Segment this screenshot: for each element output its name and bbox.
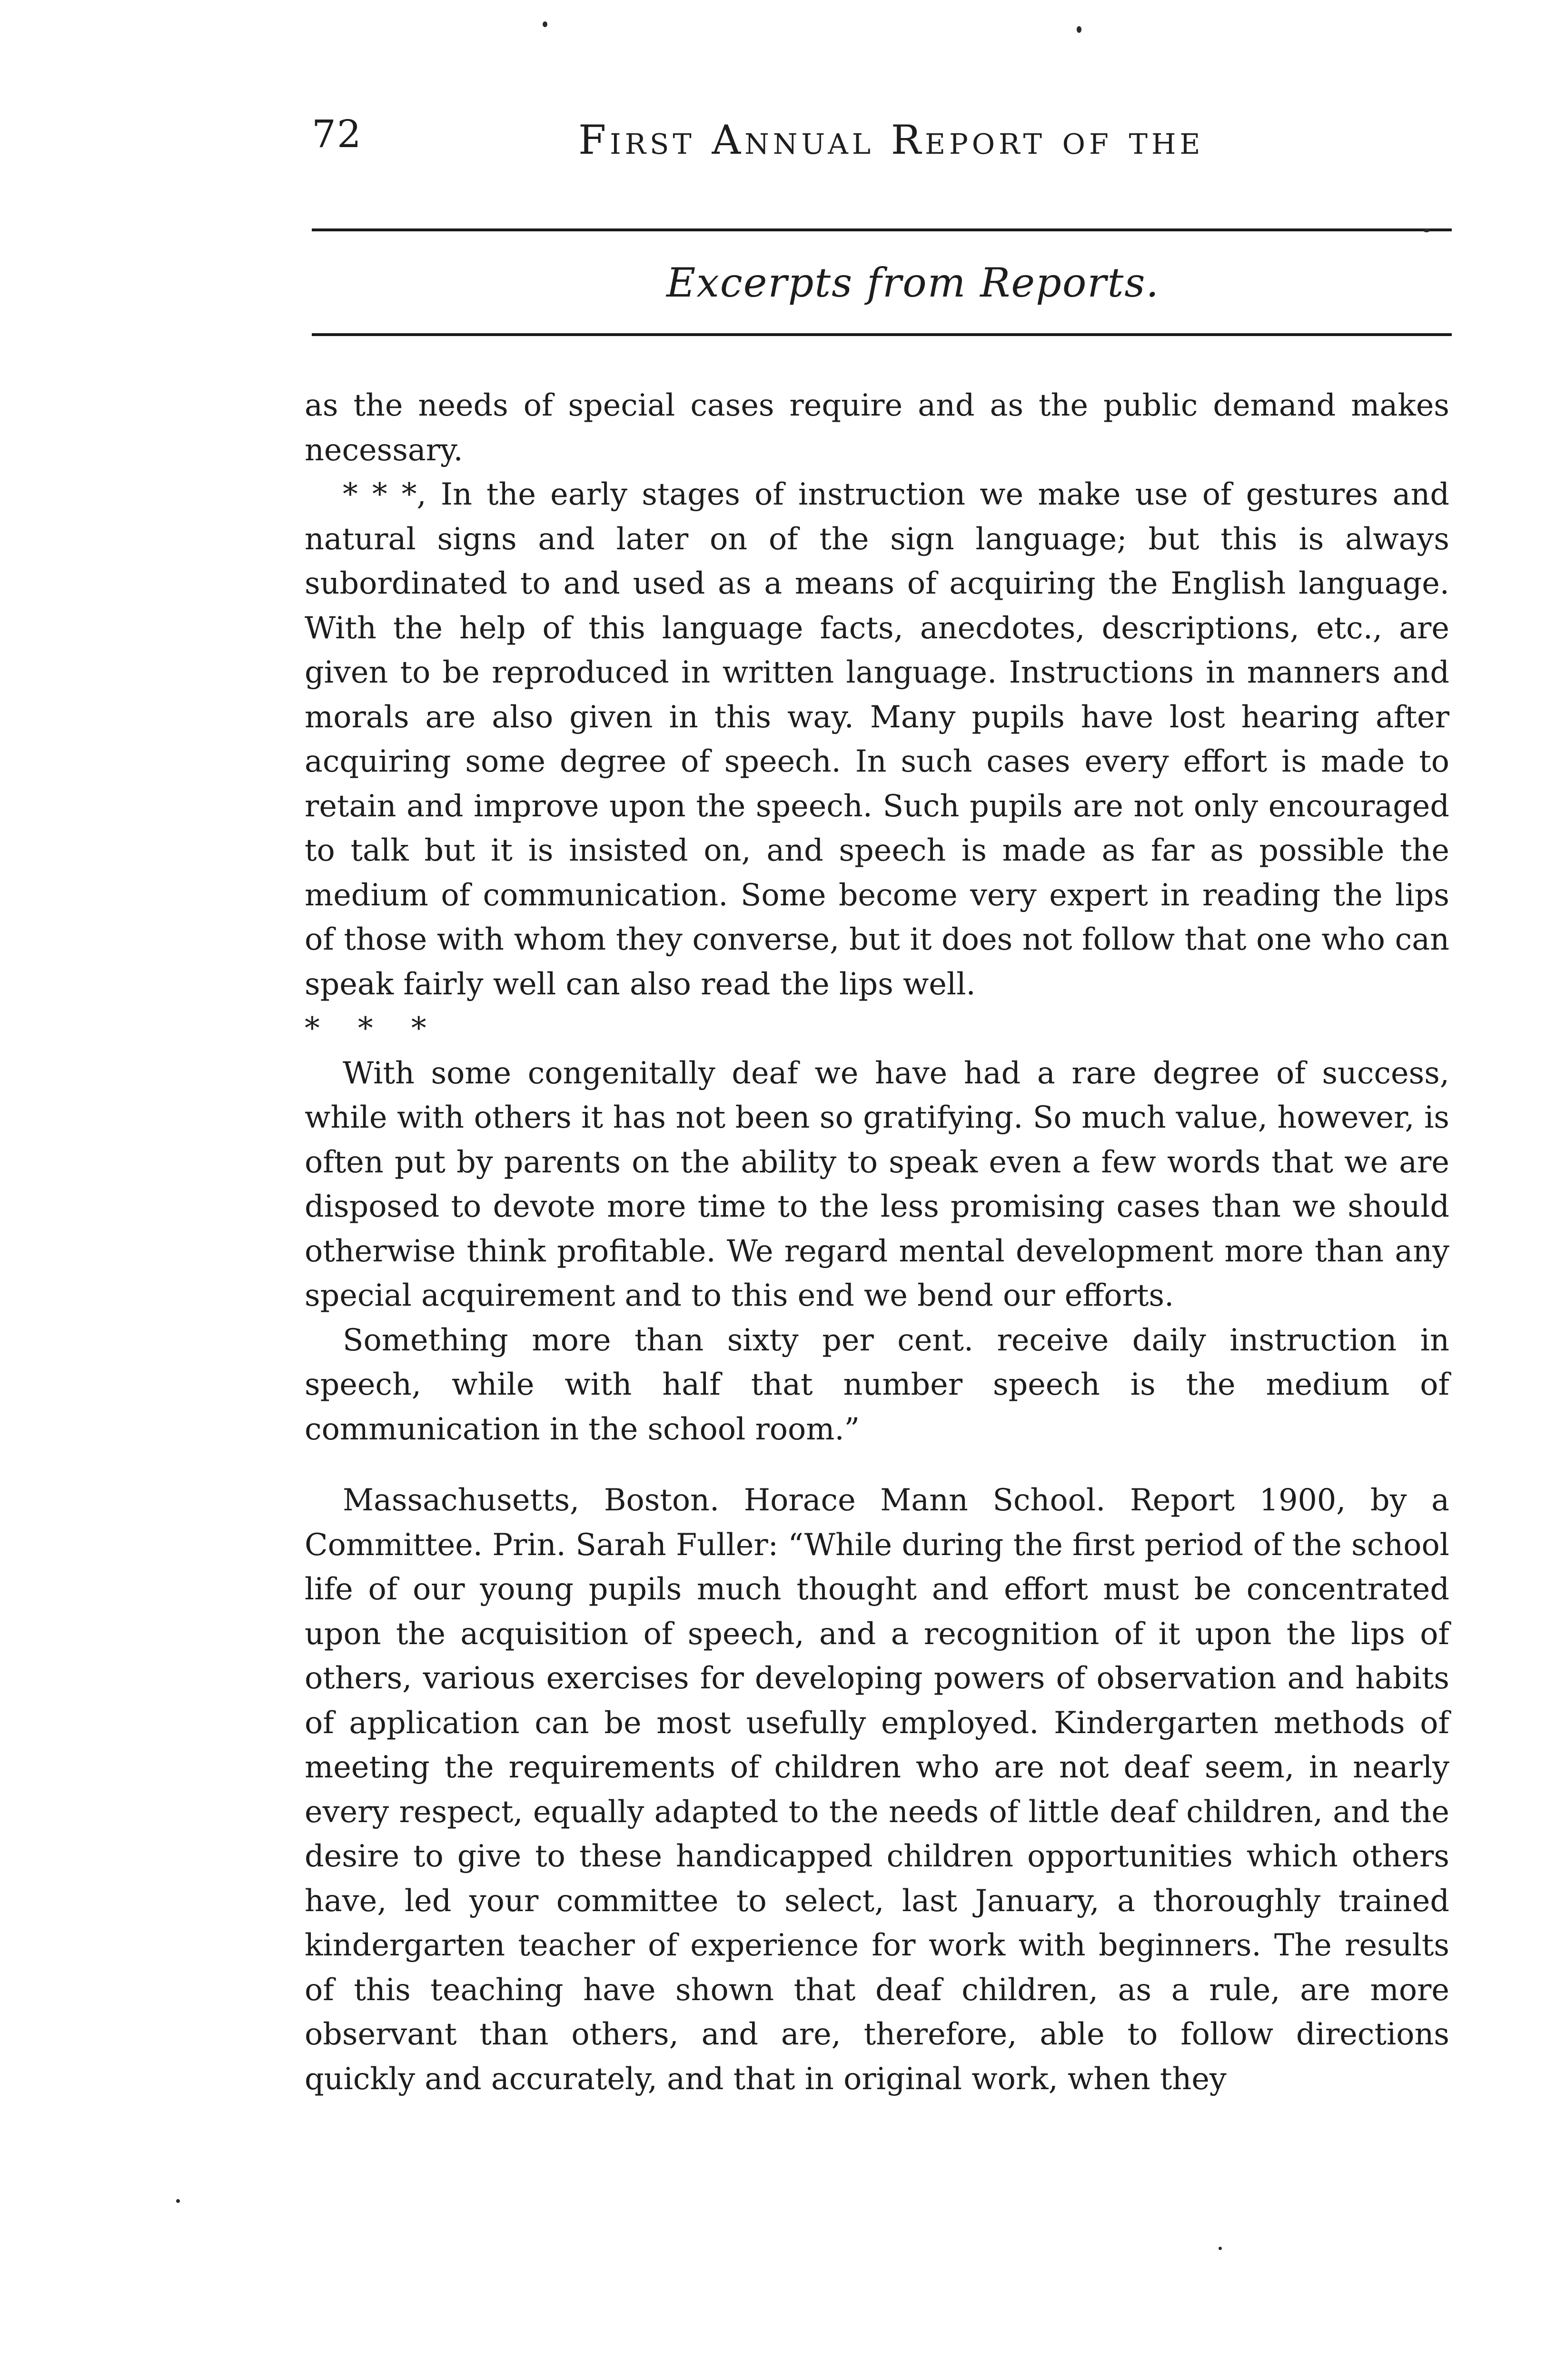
- scan-speck: [1423, 228, 1430, 232]
- header-rule-bottom: [312, 333, 1452, 336]
- paragraph-sixty-per-cent: Something more than sixty per cent. receive daily instruction in speech, while with half that number speech is the medium of communication in the school room.”: [305, 1322, 1449, 1447]
- paragraph-congenitally-deaf: With some congenitally deaf we have had a rare degree of success, while with others it has not been so gratifying. So much value, however, is often put by parents on the ability to speak even a few words that we are disposed to devote more time to the less promising cases than we should otherwise think profitable. We regard mental development more than any special acquirement and to this end we bend our efforts.: [305, 1055, 1449, 1313]
- scan-speck: [176, 2199, 180, 2203]
- ellipsis-stars: * * *: [305, 1011, 441, 1046]
- scan-speck: [1219, 2247, 1222, 2250]
- header-rule-top: [312, 228, 1452, 231]
- body-text: [305, 383, 1449, 2101]
- paragraph-gap: [305, 1451, 1449, 1478]
- scan-speck: [543, 21, 547, 27]
- page-number: 72: [312, 112, 362, 156]
- running-title: First Annual Report of the: [578, 117, 1204, 163]
- scan-speck: [1077, 26, 1081, 33]
- paragraph-horace-mann: Massachusetts, Boston. Horace Mann School. Report 1900, by a Committee. Prin. Sarah Fuller: “While during the first period of the school life of our young pupils much thought and effort must be concentrated upon the acquisition of speech, and a recognition of it upon the lips of others, various exercises for developing powers of observation and habits of application can be most usefully employed. Kindergarten methods of meeting the requirements of children who are not deaf seem, in nearly every respect, equally adapted to the needs of little deaf children, and the desire to give to these handicapped children opportunities which others have, led your committee to select, last January, a thoroughly trained kindergarten teacher of experience for work with beginners. The results of this teaching have shown that deaf children, as a rule, are more observant than others, and are, therefore, able to follow directions quickly and accurately, and that in original work, when they: [305, 1482, 1449, 2096]
- paragraph-continuation: as the needs of special cases require and as the public demand makes necessary.: [305, 387, 1449, 467]
- paragraph-instruction: * * *, In the early stages of instruction we make use of gestures and natural signs and later on of the sign language; but this is always subordinated to and used as a means of acquiring the English language. With the help of this language facts, anecdotes, descriptions, etc., are given to be reproduced in written language. Instructions in manners and morals are also given in this way. Many pupils have lost hearing after acquiring some degree of speech. In such cases every effort is made to retain and improve upon the speech. Such pupils are not only encouraged to talk but it is insisted on, and speech is made as far as possible the medium of communication. Some become very expert in reading the lips of those with whom they converse, but it does not follow that one who can speak fairly well can also read the lips well.: [305, 476, 1449, 1002]
- section-title: Excerpts from Reports.: [666, 259, 1160, 306]
